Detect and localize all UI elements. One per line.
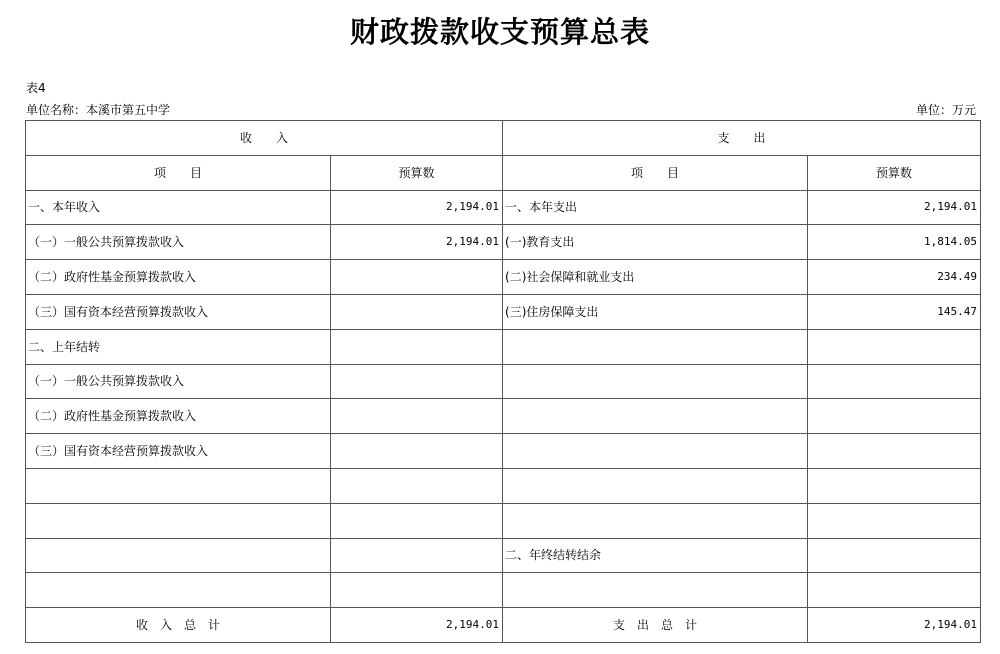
budget-table: [25, 120, 981, 643]
income-item-cell: （一）一般公共预算拨款收入: [26, 225, 331, 260]
expense-amount-cell: [808, 503, 981, 538]
expense-item-cell: [503, 503, 808, 538]
table-row: [26, 294, 981, 329]
table-row: [26, 538, 981, 573]
expense-section-header: 支 出: [503, 121, 981, 156]
expense-amount-cell: [808, 329, 981, 364]
expense-item-cell: (二)社会保障和就业支出: [503, 260, 808, 295]
income-item-cell: [26, 468, 331, 503]
table-row: [26, 260, 981, 295]
income-amount-cell: [331, 468, 503, 503]
expense-amount-header: 预算数: [808, 155, 981, 190]
expense-amount-cell: [808, 468, 981, 503]
expense-amount-cell: 2,194.01: [808, 190, 981, 225]
income-item-cell: （二）政府性基金预算拨款收入: [26, 260, 331, 295]
income-item-cell: （三）国有资本经营预算拨款收入: [26, 294, 331, 329]
table-row: [26, 225, 981, 260]
table-row: [26, 329, 981, 364]
table-row: [26, 190, 981, 225]
table-row: [26, 364, 981, 399]
income-amount-cell: [331, 364, 503, 399]
expense-item-cell: 二、年终结转结余: [503, 538, 808, 573]
income-amount-cell: [331, 538, 503, 573]
income-item-cell: （一）一般公共预算拨款收入: [26, 364, 331, 399]
expense-amount-cell: [808, 538, 981, 573]
income-amount-header: 预算数: [331, 155, 503, 190]
income-amount-cell: [331, 260, 503, 295]
expense-item-cell: [503, 329, 808, 364]
income-total-label: 收 入 总 计: [26, 608, 331, 643]
expense-amount-cell: [808, 364, 981, 399]
income-amount-cell: [331, 294, 503, 329]
income-amount-cell: [331, 399, 503, 434]
income-amount-cell: [331, 329, 503, 364]
income-amount-cell: [331, 503, 503, 538]
income-amount-cell: [331, 573, 503, 608]
table-row: [26, 468, 981, 503]
income-total-amount: 2,194.01: [331, 608, 503, 643]
expense-item-cell: [503, 364, 808, 399]
income-item-cell: 一、本年收入: [26, 190, 331, 225]
expense-total-label: 支 出 总 计: [503, 608, 808, 643]
budget-table-body: [26, 121, 981, 643]
page-title: 财政拨款收支预算总表: [349, 15, 650, 49]
income-item-cell: （二）政府性基金预算拨款收入: [26, 399, 331, 434]
unit-name: 单位名称：本溪市第五中学: [26, 103, 171, 117]
expense-total-amount: 2,194.01: [808, 608, 981, 643]
table-row: [26, 434, 981, 469]
income-item-cell: （三）国有资本经营预算拨款收入: [26, 434, 331, 469]
income-amount-cell: 2,194.01: [331, 190, 503, 225]
expense-item-header: 项 目: [503, 155, 808, 190]
currency-unit: 单位：万元: [915, 103, 976, 117]
expense-item-cell: [503, 468, 808, 503]
expense-item-cell: [503, 399, 808, 434]
total-row: [26, 608, 981, 643]
expense-amount-cell: [808, 573, 981, 608]
income-item-cell: [26, 538, 331, 573]
income-item-cell: [26, 573, 331, 608]
expense-item-cell: 一、本年支出: [503, 190, 808, 225]
table-row: [26, 573, 981, 608]
column-header-row: [26, 155, 981, 190]
expense-amount-cell: [808, 434, 981, 469]
expense-item-cell: [503, 434, 808, 469]
expense-item-cell: [503, 573, 808, 608]
income-amount-cell: 2,194.01: [331, 225, 503, 260]
income-section-header: 收 入: [26, 121, 503, 156]
income-item-cell: [26, 503, 331, 538]
income-item-header: 项 目: [26, 155, 331, 190]
section-header-row: [26, 121, 981, 156]
table-row: [26, 399, 981, 434]
table-row: [26, 503, 981, 538]
income-item-cell: 二、上年结转: [26, 329, 331, 364]
expense-amount-cell: 234.49: [808, 260, 981, 295]
expense-amount-cell: 1,814.05: [808, 225, 981, 260]
income-amount-cell: [331, 434, 503, 469]
table-number: 表4: [26, 81, 46, 95]
expense-item-cell: (一)教育支出: [503, 225, 808, 260]
expense-amount-cell: [808, 399, 981, 434]
expense-item-cell: (三)住房保障支出: [503, 294, 808, 329]
expense-amount-cell: 145.47: [808, 294, 981, 329]
